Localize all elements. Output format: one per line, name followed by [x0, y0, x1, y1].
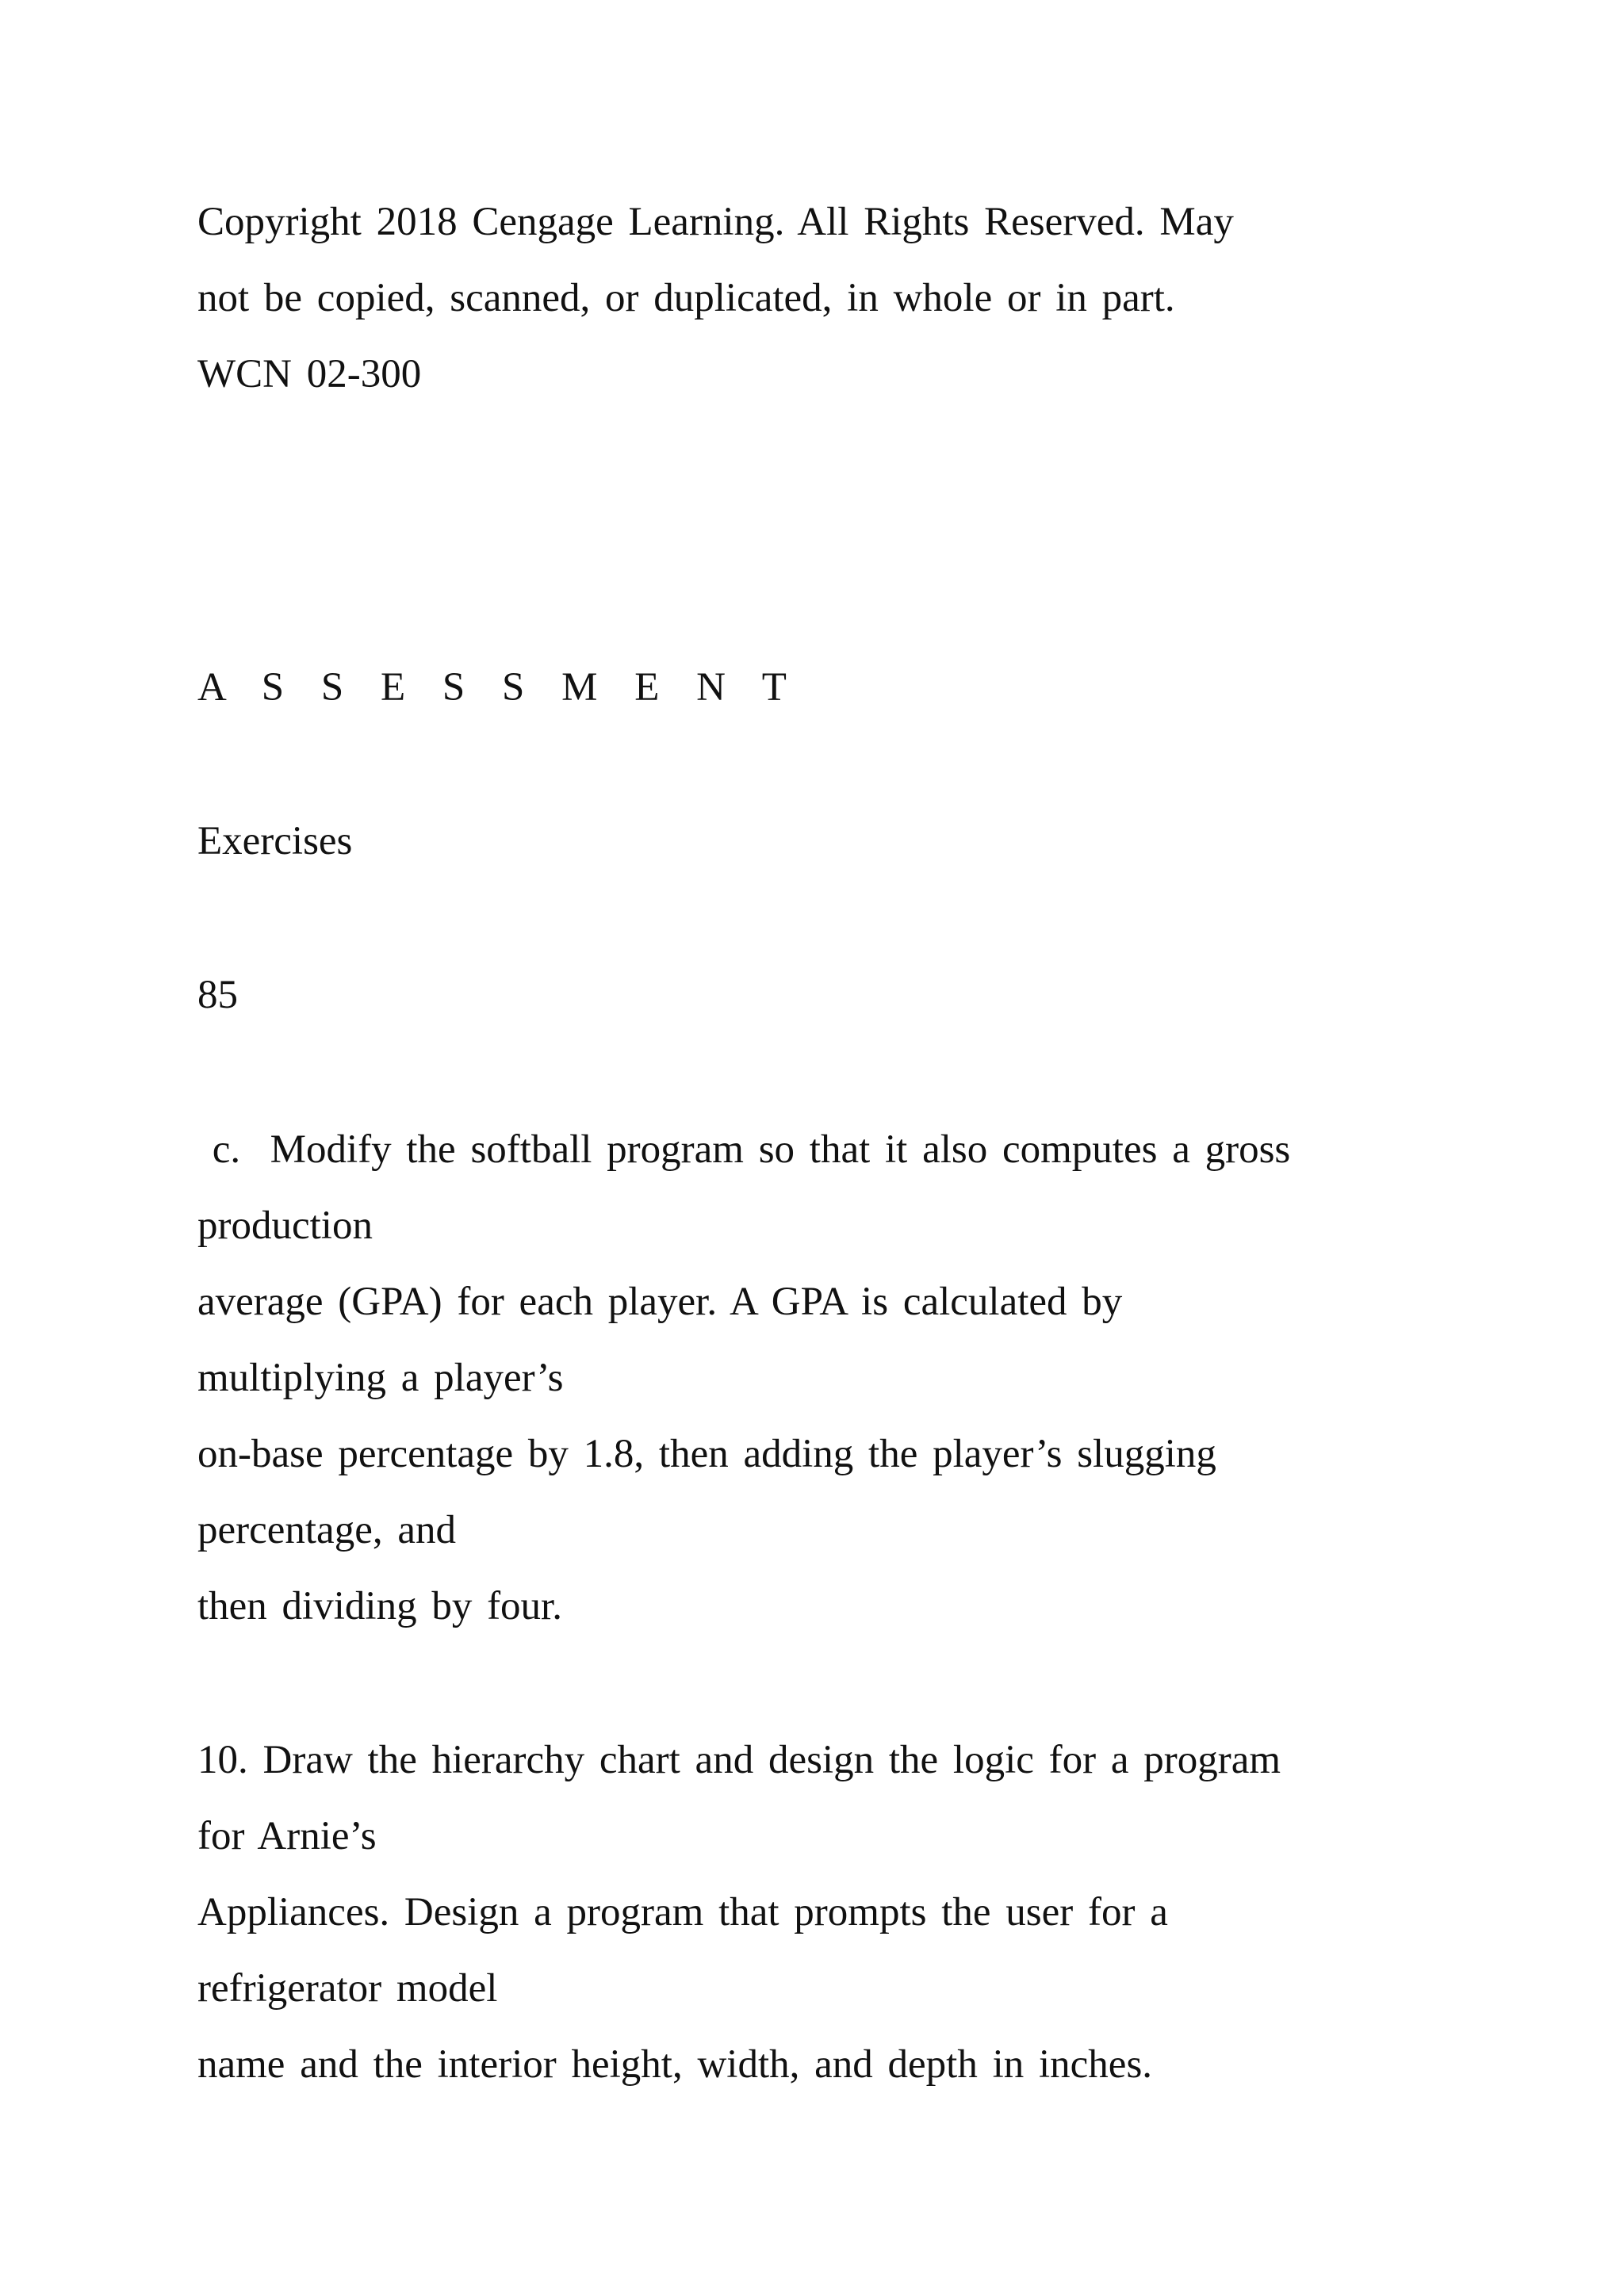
exercise-10-line-4: refrigerator model: [197, 1966, 498, 2011]
section-heading: A S S E S S M E N T: [197, 665, 798, 710]
exercise-c-line-3: average (GPA) for each player. A GPA is calculated by: [197, 1280, 1123, 1324]
exercise-c-line-5: on-base percentage by 1.8, then adding the player’s slugging: [197, 1432, 1216, 1476]
page-number: 85: [197, 973, 238, 1017]
exercise-c-line-7: then dividing by four.: [197, 1584, 562, 1628]
subheading: Exercises: [197, 819, 353, 863]
exercise-10-line-3: Appliances. Design a program that prompts the user for a: [197, 1890, 1168, 1934]
copyright-line-3: WCN 02-300: [197, 352, 422, 396]
exercise-c-line-1: c. Modify the softball program so that it also computes a gross: [197, 1127, 1291, 1172]
copyright-line-2: not be copied, scanned, or duplicated, in whole or in part.: [197, 276, 1175, 320]
exercise-10-line-5: name and the interior height, width, and depth in inches.: [197, 2042, 1153, 2087]
exercise-c-line-6: percentage, and: [197, 1508, 456, 1552]
exercise-c-line-2: production: [197, 1203, 373, 1248]
copyright-line-1: Copyright 2018 Cengage Learning. All Rights Reserved. May: [197, 200, 1234, 244]
exercise-c-line-4: multiplying a player’s: [197, 1356, 564, 1400]
exercise-10-line-1: 10. Draw the hierarchy chart and design the logic for a program: [197, 1738, 1281, 1782]
exercise-10-line-2: for Arnie’s: [197, 1814, 377, 1858]
